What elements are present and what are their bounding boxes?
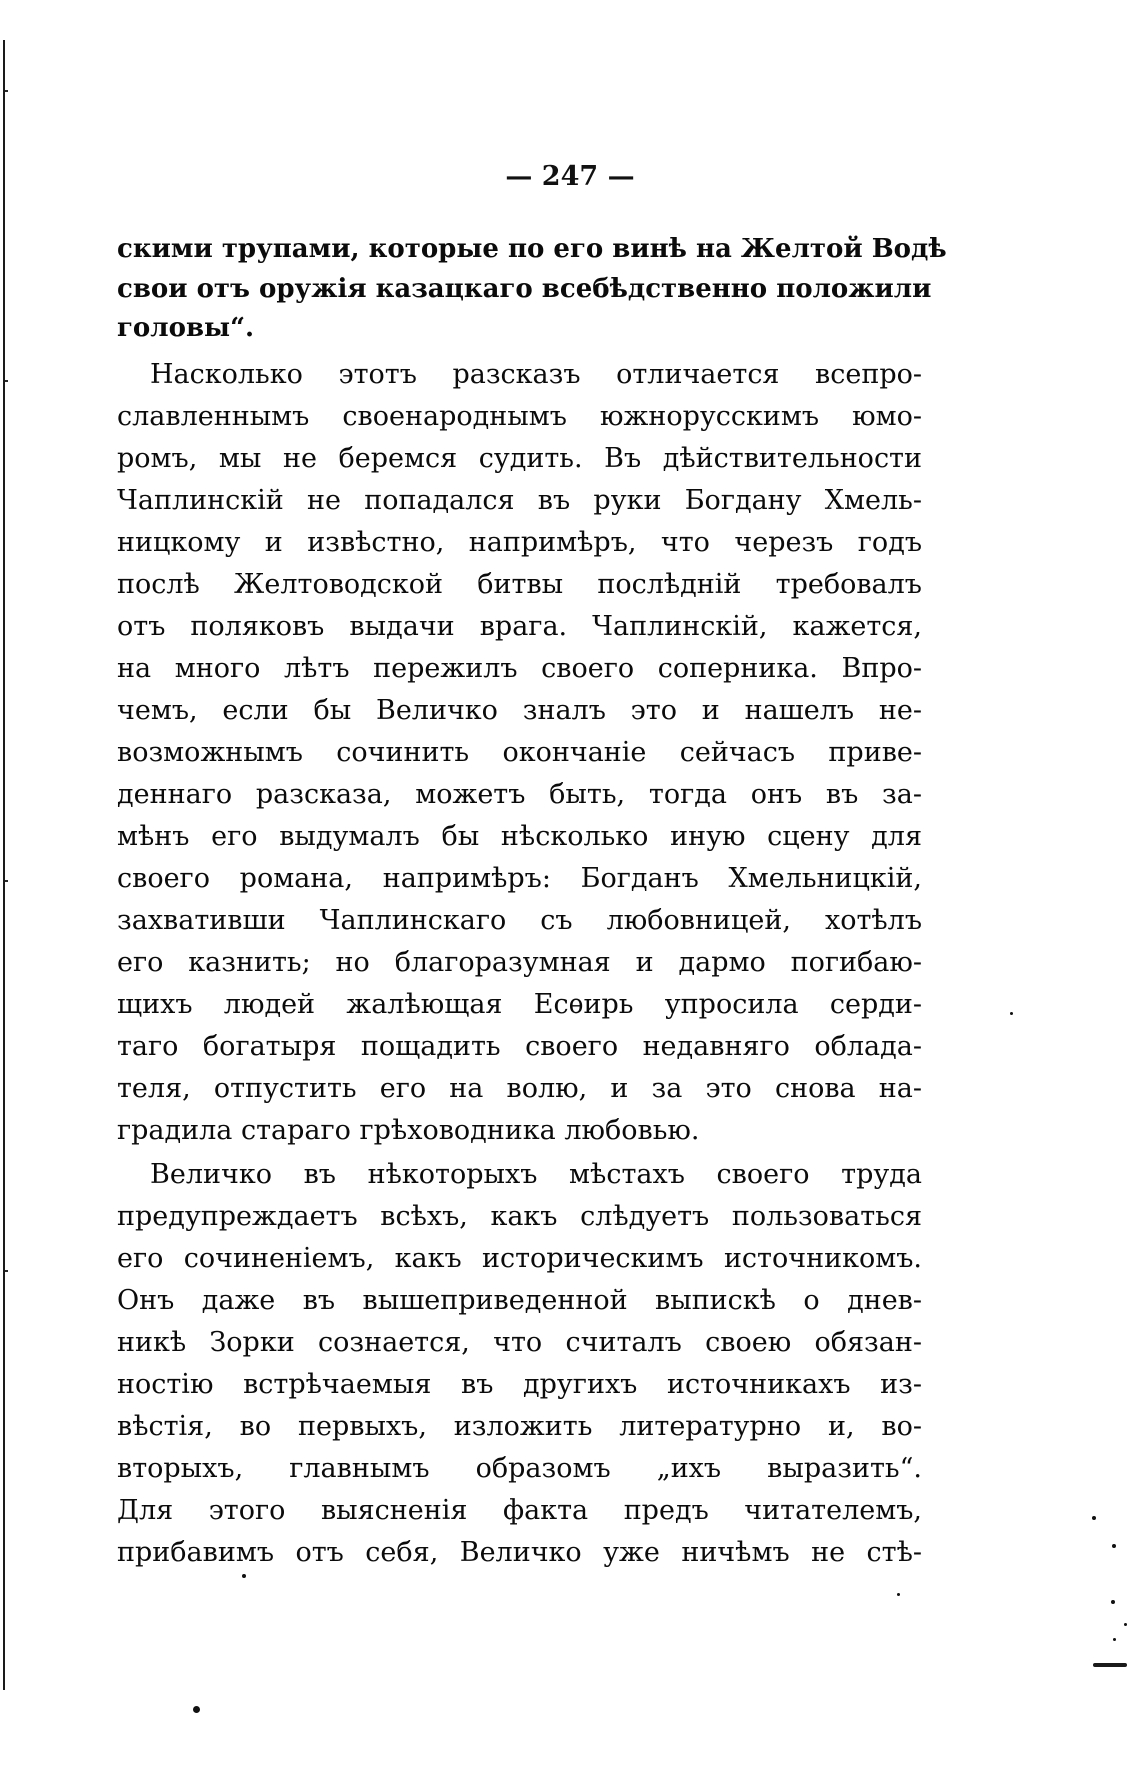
ink-speck xyxy=(193,1706,200,1713)
text-line: его казнить; но благоразумная и дармо погибаю- xyxy=(117,947,922,978)
text-line: чемъ, если бы Величко зналъ это и нашелъ не- xyxy=(117,695,922,726)
text-line: деннаго разсказа, можетъ быть, тогда онъ въ за- xyxy=(117,779,922,810)
text-line: отъ поляковъ выдачи врага. Чаплинскій, кажется, xyxy=(117,611,922,642)
ink-speck xyxy=(1010,1012,1013,1015)
text-line: градила стараго грѣховодника любовью. xyxy=(117,1115,700,1146)
ink-speck xyxy=(1124,1623,1127,1626)
text-line: Насколько этотъ разсказъ отличается всепро- xyxy=(150,359,922,390)
text-line: его сочиненіемъ, какъ историческимъ источникомъ. xyxy=(117,1243,922,1274)
edge-tick xyxy=(5,380,8,382)
text-line: свои отъ оружія казацкаго всебѣдственно положили xyxy=(117,274,932,304)
text-line: послѣ Желтоводской битвы послѣдній требовалъ xyxy=(117,569,922,600)
text-line: ностію встрѣчаемыя въ другихъ источникахъ из- xyxy=(117,1369,922,1400)
text-line: славленнымъ своенароднымъ южнорусскимъ юмо- xyxy=(117,401,922,432)
text-line: прибавимъ отъ себя, Величко уже ничѣмъ не стѣ- xyxy=(117,1537,922,1568)
ink-speck xyxy=(1112,1544,1116,1548)
ink-speck xyxy=(897,1593,900,1596)
text-line: теля, отпустить его на волю, и за это снова на- xyxy=(117,1073,922,1104)
text-line: щихъ людей жалѣющая Есѳирь упросила серди- xyxy=(117,989,922,1020)
text-line: скими трупами, которые по его винѣ на Желтой Водѣ xyxy=(117,234,947,264)
text-line: Чаплинскій не попадался въ руки Богдану Хмель- xyxy=(117,485,922,516)
text-line: головы“. xyxy=(117,313,255,343)
page-number: — 247 — xyxy=(505,161,635,192)
text-line: захвативши Чаплинскаго съ любовницей, хотѣлъ xyxy=(117,905,922,936)
edge-tick xyxy=(5,1270,8,1272)
text-line: возможнымъ сочинить окончаніе сейчасъ приве- xyxy=(117,737,922,768)
edge-tick xyxy=(5,880,8,882)
text-line: таго богатыря пощадить своего недавняго облада- xyxy=(117,1031,922,1062)
text-line: ницкому и извѣстно, напримѣръ, что черезъ годъ xyxy=(117,527,922,558)
page-edge-shadow xyxy=(3,40,5,1690)
text-line: никѣ Зорки сознается, что считалъ своею обязан- xyxy=(117,1327,922,1358)
edge-tick xyxy=(5,90,8,92)
text-line: Онъ даже въ вышеприведенной выпискѣ о днев- xyxy=(117,1285,922,1316)
text-line: вѣстія, во первыхъ, изложить литературно и, во- xyxy=(117,1411,922,1442)
text-line: предупреждаетъ всѣхъ, какъ слѣдуетъ пользоваться xyxy=(117,1201,922,1232)
text-line: Величко въ нѣкоторыхъ мѣстахъ своего труда xyxy=(150,1159,922,1190)
ink-speck xyxy=(242,1574,246,1578)
margin-dash-mark xyxy=(1093,1663,1127,1667)
text-line: ромъ, мы не беремся судить. Въ дѣйствительности xyxy=(117,443,922,474)
text-line: Для этого выясненія факта предъ читателемъ, xyxy=(117,1495,922,1526)
text-line: вторыхъ, главнымъ образомъ „ихъ выразить“. xyxy=(117,1453,922,1484)
text-line: своего романа, напримѣръ: Богданъ Хмельницкій, xyxy=(117,863,922,894)
ink-speck xyxy=(1092,1516,1096,1520)
ink-speck xyxy=(1111,1600,1115,1604)
ink-speck xyxy=(1113,1638,1116,1641)
text-line: на много лѣтъ пережилъ своего соперника. Впро- xyxy=(117,653,922,684)
text-line: мѣнъ его выдумалъ бы нѣсколько иную сцену для xyxy=(117,821,922,852)
